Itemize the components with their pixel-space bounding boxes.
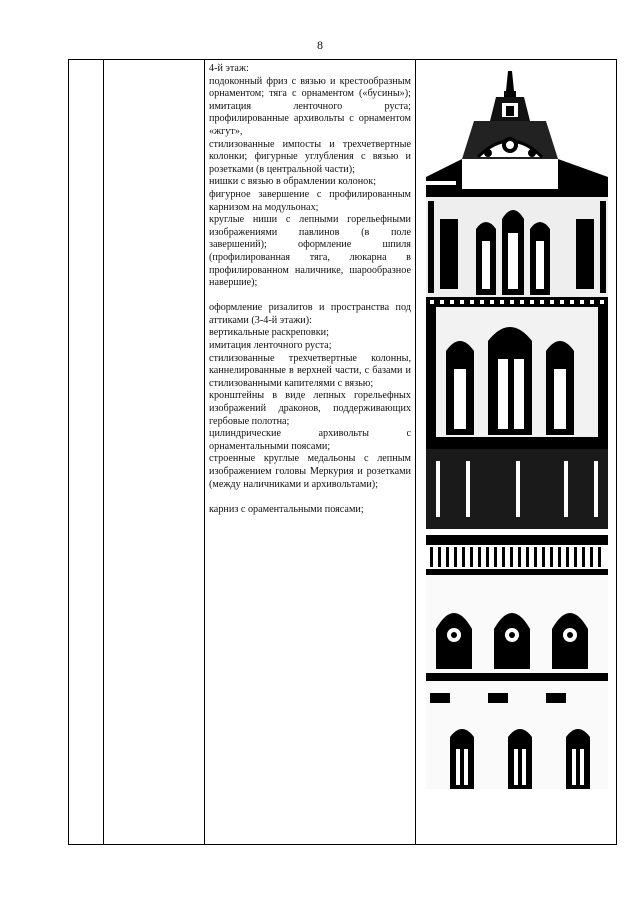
description-line: круглые ниши с лепными горельефными изображениями павлинов (в поле завершений); оформление шпиля (профилированная тяга, люкарна в профилированном наличнике, шарообразное навершие); — [209, 214, 411, 289]
description-line: 4-й этаж: — [209, 63, 249, 74]
heritage-table — [68, 59, 617, 845]
description-line: стилизованные трехчетвертные колонны, каннелированные в верхней части, с базами и стилизованными капителями с вязью; — [209, 352, 411, 389]
photo-frame — [416, 60, 616, 789]
table-cell-photo — [416, 60, 617, 845]
description-line: подоконный фриз с вязью и крестообразным орнаментом; тяга с орнаментом («бусины»); имитация ленточного руста; профилированные архивольты с орнаментом «жгут», — [209, 75, 411, 137]
description-text — [205, 60, 415, 516]
paragraph-gap — [209, 491, 411, 504]
description-line: кронштейны в виде лепных горельефных изображений драконов, поддерживающих гербовые полотна; — [209, 390, 411, 427]
description-line: имитация ленточного руста; — [209, 340, 332, 352]
description-line: вертикальные раскреповки; — [209, 327, 329, 339]
page-number: 8 — [317, 38, 323, 52]
description-line: оформление ризалитов и пространства под аттиками (3-4-й этажи): — [209, 302, 411, 326]
table-cell-description — [205, 60, 416, 845]
building-facade-photo — [426, 69, 608, 789]
table-cell-element — [104, 60, 205, 845]
description-line: нишки с вязью в обрамлении колонок; — [209, 176, 377, 188]
table-cell-index — [69, 60, 104, 845]
paragraph-gap — [209, 290, 411, 303]
description-line: строенные круглые медальоны с лепным изображением головы Меркурия и розетками (между наличниками и архивольтами); — [209, 453, 411, 490]
description-line: карниз с ораментальными поясами; — [209, 503, 364, 515]
description-line: фигурное завершение с профилированным карнизом на модульонах; — [209, 188, 411, 213]
description-line: стилизованные импосты и трехчетвертные колонки; фигурные углубления с вязью и розетками (в центральной части); — [209, 138, 411, 175]
table-row — [69, 60, 617, 845]
description-line: цилиндрические архивольты с орнаментальными поясами; — [209, 428, 411, 452]
